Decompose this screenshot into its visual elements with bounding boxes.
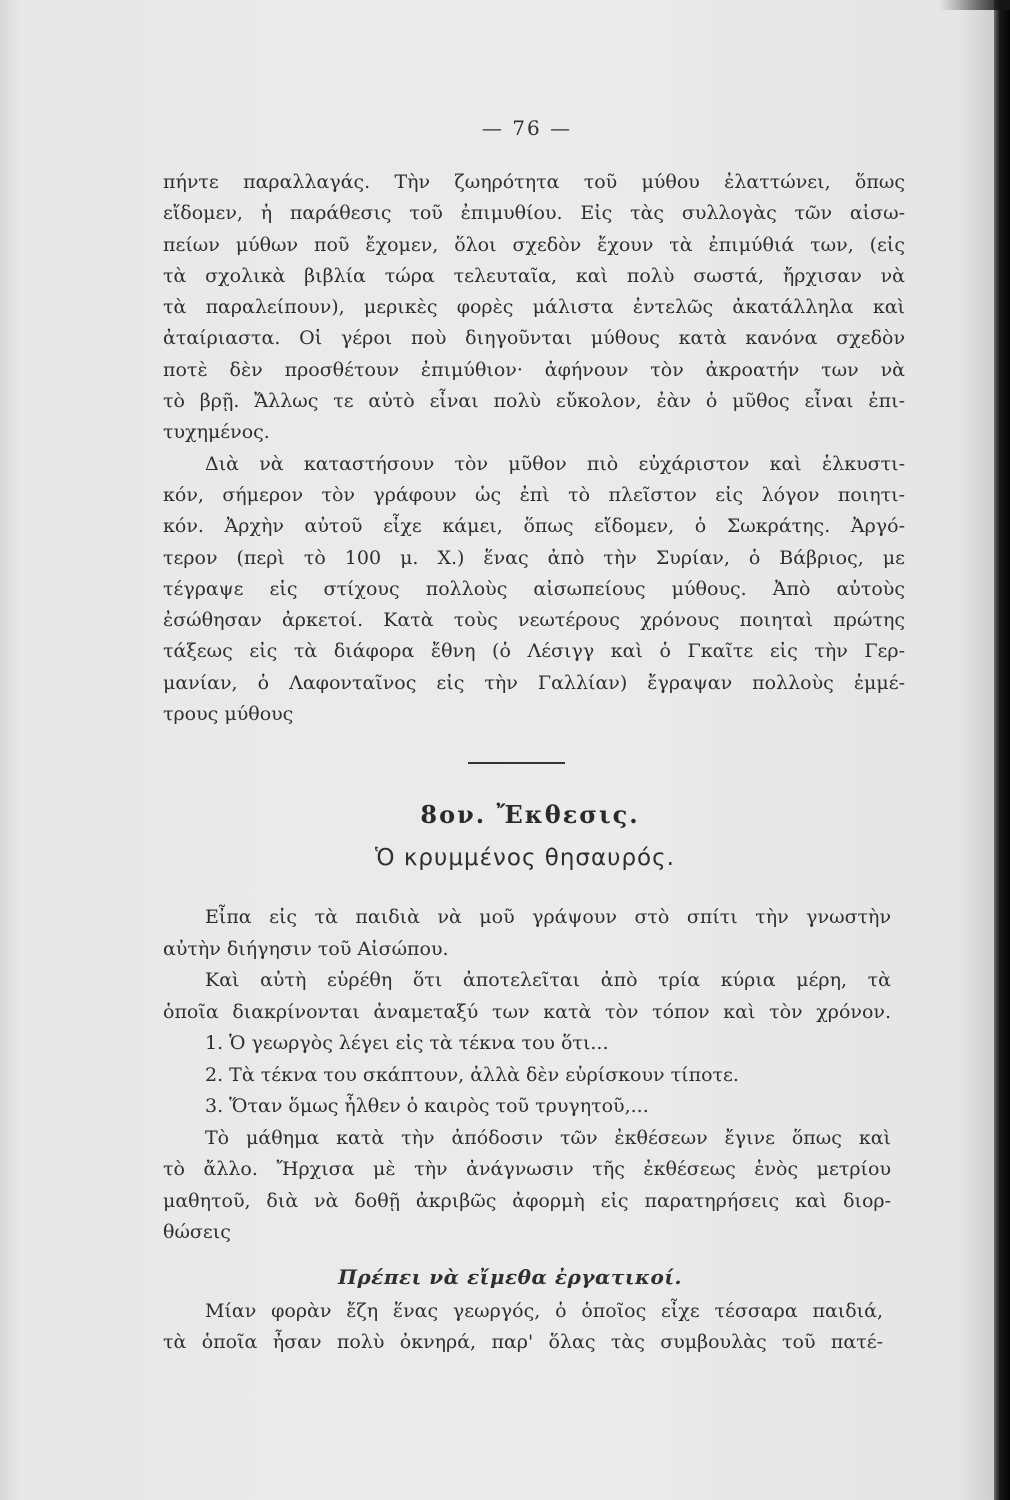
- section-divider: [468, 762, 565, 764]
- text-line: εἴδομεν, ἡ παράθεσις τοῦ ἐπιμυθίου. Εἰς τὰς συλλογὰς τῶν αἰσω-: [163, 202, 905, 225]
- text-line: μανίαν, ὁ Λαφονταῖνος εἰς τὴν Γαλλίαν) ἔγραψαν πολλοὺς ἐμμέ-: [163, 671, 905, 694]
- page-number: — 76 —: [481, 116, 573, 140]
- scan-corner-shadow: [940, 0, 1010, 10]
- text-line: τάξεως εἰς τὰ διάφορα ἔθνη (ὁ Λέσιγγ καὶ ὁ Γκαῖτε εἰς τὴν Γερ-: [163, 640, 905, 663]
- list-item: 2. Τὰ τέκνα του σκάπτουν, ἀλλὰ δὲν εὑρίσκουν τίποτε.: [205, 1063, 739, 1086]
- continuation-text: [163, 167, 905, 730]
- essay-title: Ὁ κρυμμένος θησαυρός.: [375, 845, 675, 871]
- text-line: κόν, σήμερον τὸν γράφουν ὡς ἐπὶ τὸ πλεῖστον εἰς λόγον ποιητι-: [163, 483, 905, 506]
- scan-edge-shadow: [994, 0, 1010, 1500]
- text-line: τὰ παραλείπουν), μερικὲς φορὲς μάλιστα ἐντελῶς ἀκατάλληλα καὶ: [163, 296, 905, 319]
- text-line: κόν. Ἀρχὴν αὐτοῦ εἶχε κάμει, ὅπως εἴδομεν, ὁ Σωκράτης. Ἀργό-: [163, 515, 905, 538]
- text-line: τρους μύθους: [163, 703, 294, 726]
- text-line: ἀταίριαστα. Οἱ γέροι ποὺ διηγοῦνται μύθους κατὰ κανόνα σχεδὸν: [163, 327, 905, 350]
- text-line: αὐτὴν διήγησιν τοῦ Αἰσώπου.: [163, 937, 449, 960]
- text-line: ἐσώθησαν ἀρκετοί. Κατὰ τοὺς νεωτέρους χρόνους ποιηταὶ πρώτης: [163, 609, 905, 632]
- text-line: Μίαν φορὰν ἔζη ἕνας γεωργός, ὁ ὁποῖος εἶχε τέσσαρα παιδιά,: [205, 1300, 883, 1322]
- text-line: ὁποῖα διακρίνονται ἀναμεταξύ των κατὰ τὸν τόπον καὶ τὸν χρόνον.: [163, 1000, 891, 1023]
- section-heading: 8ον. Ἔκθεσις.: [420, 800, 640, 829]
- text-line: τυχημένος.: [163, 421, 270, 444]
- text-line: τὰ σχολικὰ βιβλία τώρα τελευταῖα, καὶ πολὺ σωστά, ἤρχισαν νὰ: [163, 264, 905, 287]
- text-line: πήντε παραλλαγάς. Τὴν ζωηρότητα τοῦ μύθου ἐλαττώνει, ὅπως: [163, 171, 905, 193]
- text-line: Εἶπα εἰς τὰ παιδιὰ νὰ μοῦ γράψουν στὸ σπίτι τὴν γνωστὴν: [205, 906, 891, 928]
- text-line: πείων μύθων ποῦ ἔχομεν, ὅλοι σχεδὸν ἔχουν τὰ ἐπιμύθιά των, (εἰς: [163, 233, 905, 256]
- text-line: τέγραψε εἰς στίχους πολλοὺς αἰσωπείους μύθους. Ἀπὸ αὐτοὺς: [163, 577, 905, 600]
- sample-essay-text: [163, 1296, 883, 1359]
- text-line: Καὶ αὐτὴ εὑρέθη ὅτι ἀποτελεῖται ἀπὸ τρία κύρια μέρη, τὰ: [205, 969, 891, 991]
- text-line: τὸ βρῇ. Ἄλλως τε αὐτὸ εἶναι πολὺ εὔκολον, ἐὰν ὁ μῦθος εἶναι ἐπι-: [163, 390, 905, 413]
- text-line: τερον (περὶ τὸ 100 μ. Χ.) ἕνας ἀπὸ τὴν Συρίαν, ὁ Βάβριος, με: [163, 546, 905, 569]
- section-text: [163, 902, 891, 1249]
- list-item: 1. Ὁ γεωργὸς λέγει εἰς τὰ τέκνα του ὅτι...: [205, 1032, 609, 1054]
- sample-essay-title: Πρέπει νὰ εἴμεθα ἐργατικοί.: [337, 1265, 682, 1289]
- list-item: 3. Ὅταν ὅμως ἦλθεν ὁ καιρὸς τοῦ τρυγητοῦ,...: [205, 1095, 649, 1117]
- text-line: τὸ ἄλλο. Ἤρχισα μὲ τὴν ἀνάγνωσιν τῆς ἐκθέσεως ἑνὸς μετρίου: [163, 1158, 891, 1180]
- text-line: ποτὲ δὲν προσθέτουν ἐπιμύθιον· ἀφήνουν τὸν ἀκροατήν των νὰ: [163, 358, 905, 381]
- text-line: μαθητοῦ, διὰ νὰ δοθῇ ἀκριβῶς ἀφορμὴ εἰς παρατηρήσεις καὶ διορ-: [163, 1189, 891, 1212]
- text-line: θώσεις: [163, 1221, 231, 1243]
- text-line: τὰ ὁποῖα ἦσαν πολὺ ὀκνηρά, παρ' ὅλας τὰς συμβουλὰς τοῦ πατέ-: [163, 1331, 883, 1354]
- text-line: Τὸ μάθημα κατὰ τὴν ἀπόδοσιν τῶν ἐκθέσεων ἔγινε ὅπως καὶ: [205, 1126, 891, 1149]
- text-line: Διὰ νὰ καταστήσουν τὸν μῦθον πιὸ εὐχάριστον καὶ ἑλκυστι-: [205, 452, 905, 475]
